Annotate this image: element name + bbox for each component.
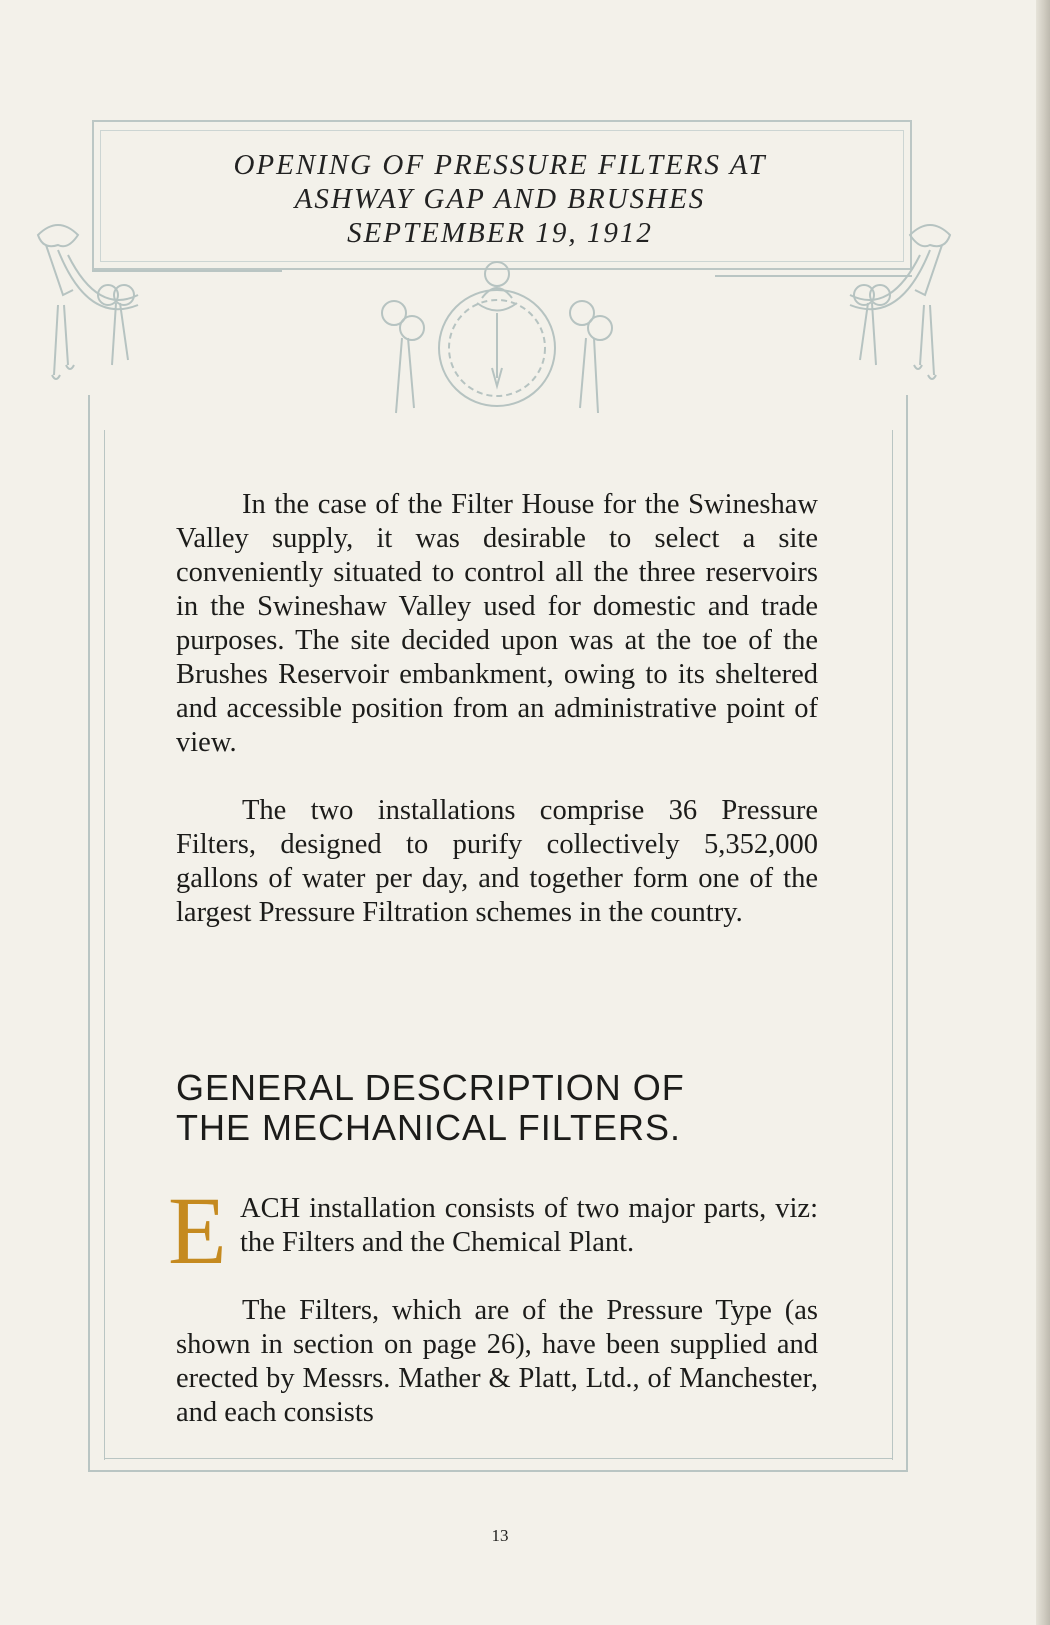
section-heading: [176, 1068, 816, 1148]
intro-paragraph-1: In the case of the Filter House for the Swineshaw Valley supply, it was desirable to select a site conveniently situated to control all the three reservoirs in the Swineshaw Valley used for domestic and trade purposes. The site decided upon was at the toe of the Brushes Reservoir embankment, owing to its sheltered and accessible position from an administrative point of view.: [176, 489, 818, 758]
intro-paragraph-2: The two installations comprise 36 Pressure Filters, designed to purify collectively 5,352,000 gallons of water per day, and together form one of the largest Pressure Filtration schemes in the country.: [176, 795, 818, 928]
frame-bottom-line: [88, 1470, 908, 1472]
header-title-line3: SEPTEMBER 19, 1912: [347, 217, 653, 249]
page-header: [120, 148, 880, 250]
header-title-line1: OPENING OF PRESSURE FILTERS AT: [233, 149, 767, 181]
section-heading-line1: GENERAL DESCRIPTION OF: [176, 1067, 685, 1108]
frame-left-inner-line: [104, 430, 105, 1460]
frame-right-inner-line: [892, 430, 893, 1460]
frame-left-line: [88, 395, 90, 1470]
section-paragraph-2: The Filters, which are of the Pressure Type (as shown in section on page 26), have been supplied and erected by Messrs. Mather & Platt, Ltd., of Manchester, and each consists: [176, 1295, 818, 1428]
page-number: 13: [491, 1526, 509, 1545]
frame-right-line: [906, 395, 908, 1470]
frame-bottom-inner-line: [104, 1458, 893, 1459]
section-paragraph-1: ACH installation consists of two major parts, viz: the Filters and the Chemical Plant.: [240, 1193, 818, 1258]
right-swag-ornament: [840, 215, 960, 390]
page-edge: [1036, 0, 1050, 1625]
section-heading-line2: THE MECHANICAL FILTERS.: [176, 1107, 682, 1148]
center-wreath-ornament: [372, 258, 622, 433]
header-title-line2: ASHWAY GAP AND BRUSHES: [294, 183, 706, 215]
left-swag-ornament: [28, 215, 148, 390]
drop-cap: E: [168, 1177, 227, 1284]
